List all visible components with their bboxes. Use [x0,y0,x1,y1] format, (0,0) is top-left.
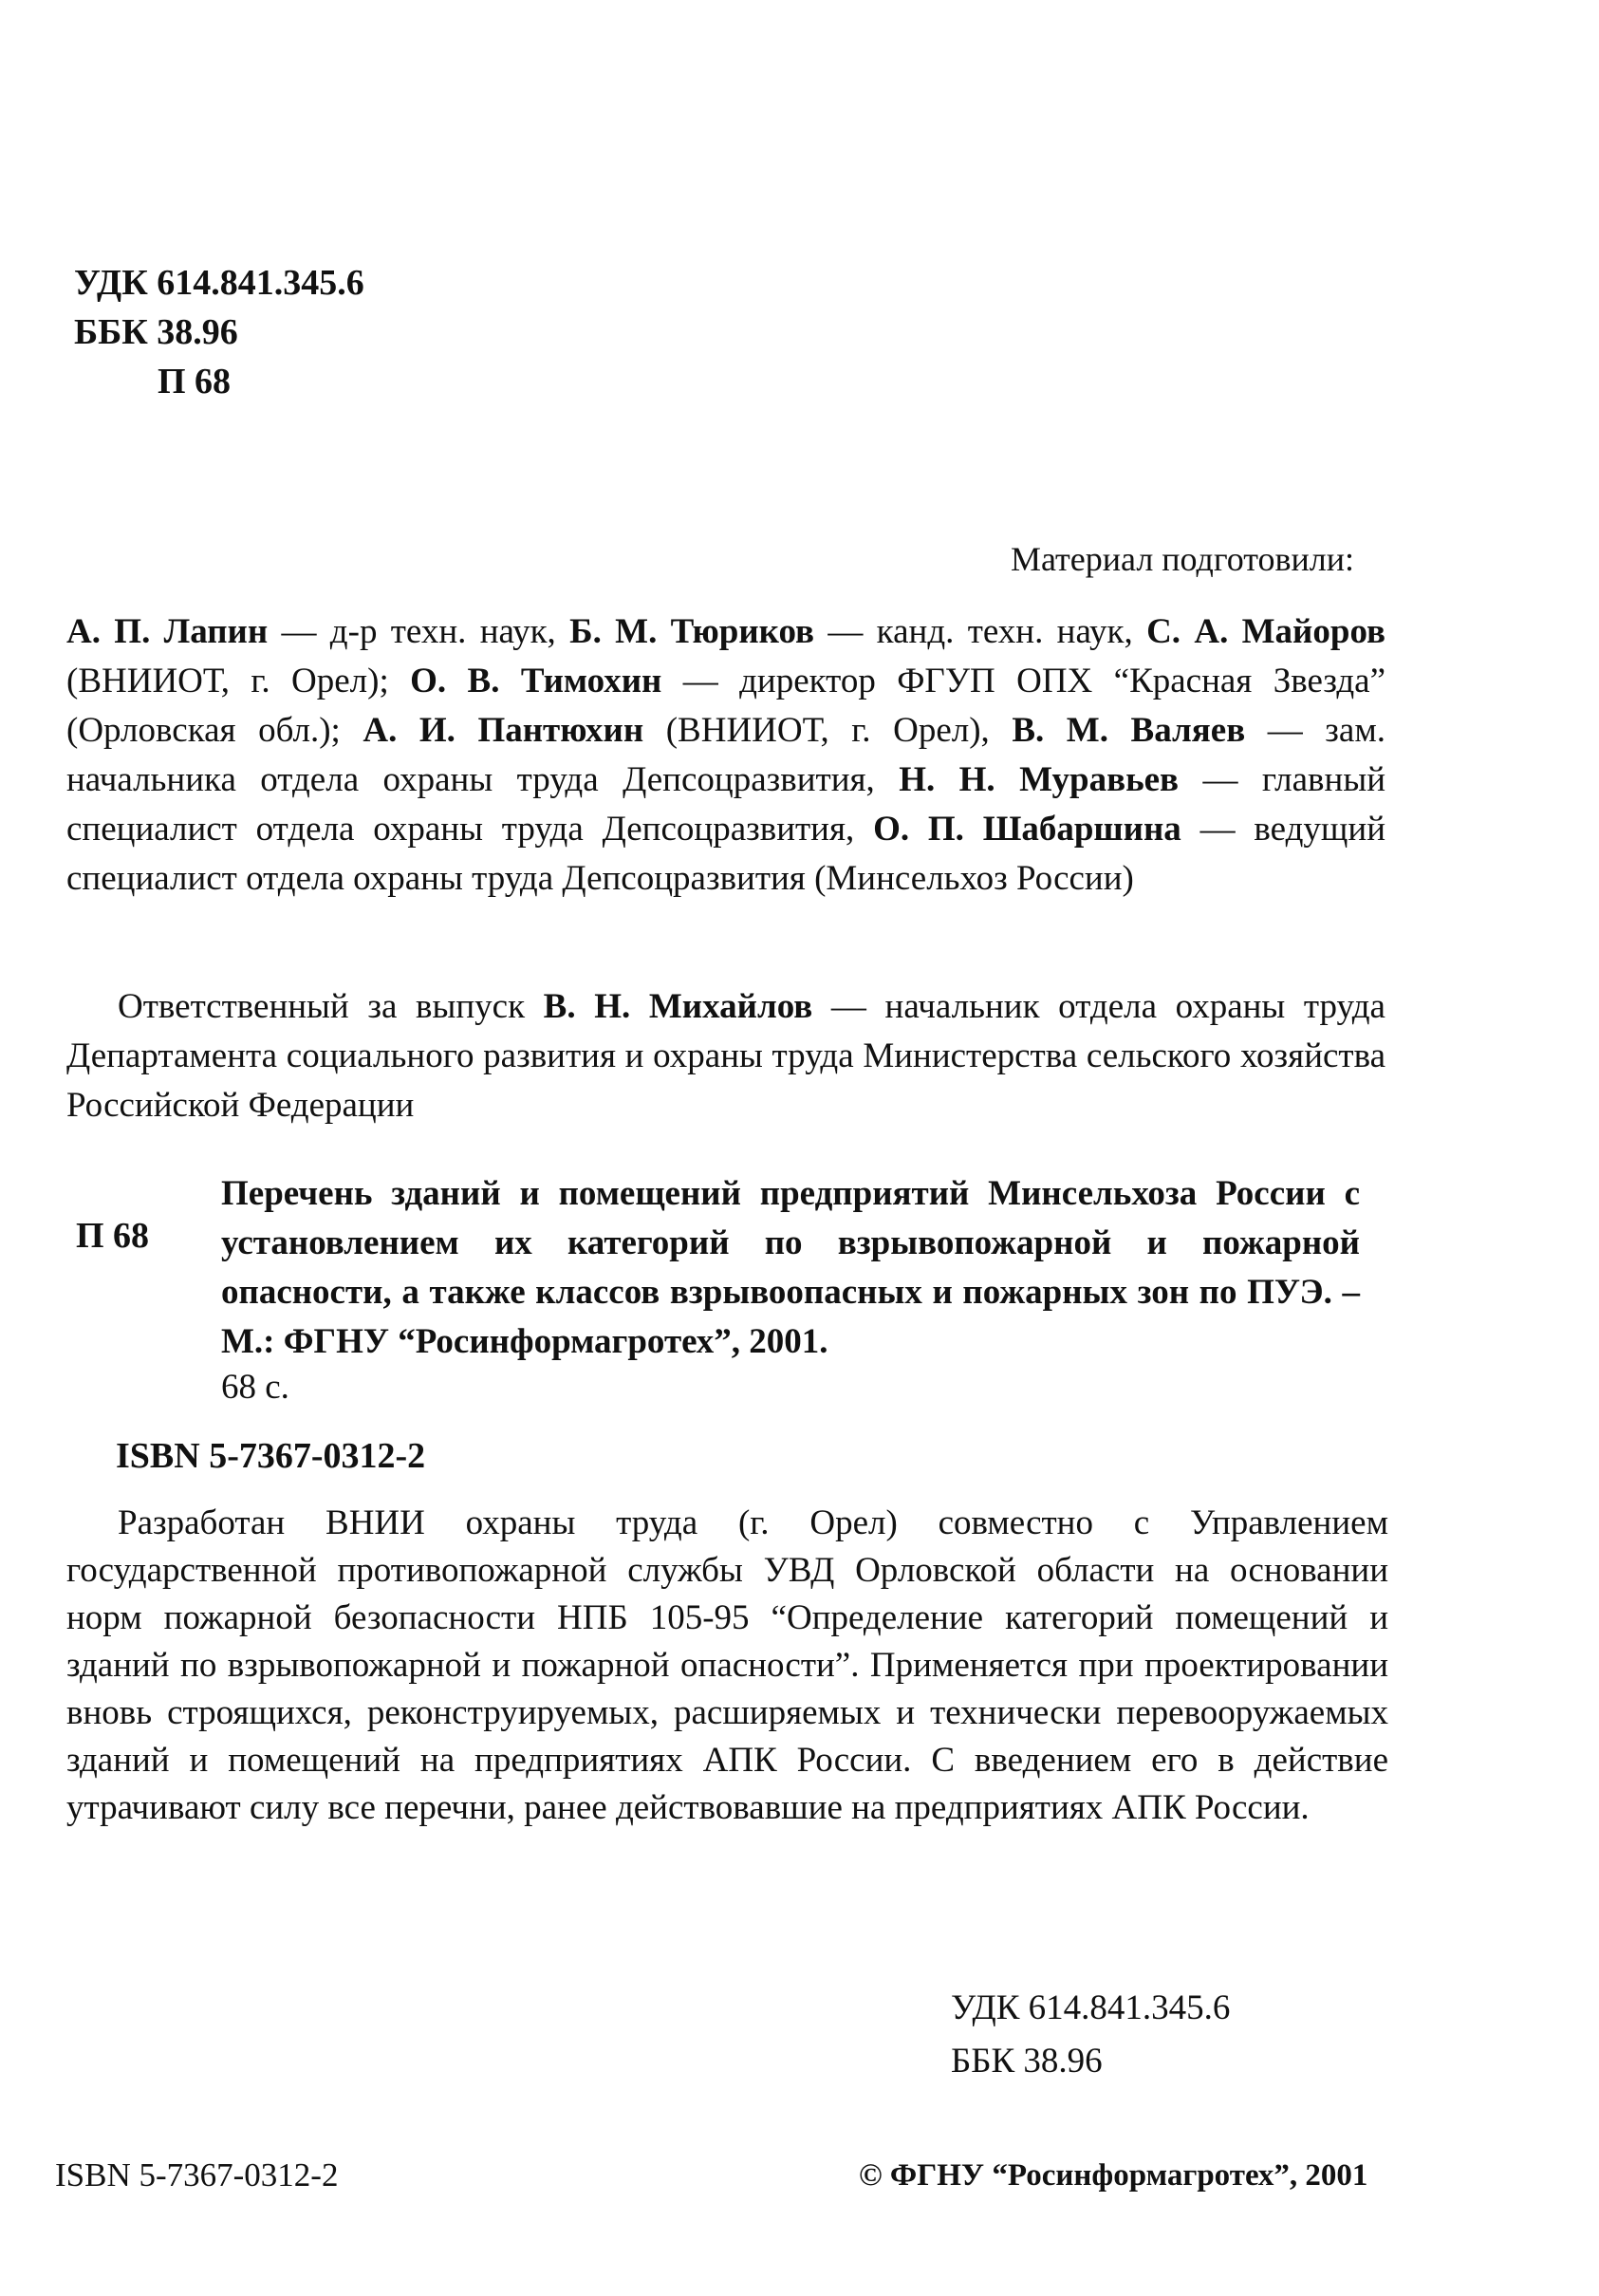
bottom-classification-codes [951,1982,1230,2088]
abstract-paragraph: Разработан ВНИИ охраны труда (г. Орел) совместно с Управлением государственной противопожарной службы УВД Орловской области на основании норм пожарной безопасности НПБ 105-95 “Определение категорий помещений и зданий по взрывопожарной и пожарной опасности”. Применяется при проектировании вновь строящихся, реконструируемых, расширяемых и технически перевооружаемых зданий и помещений на предприятиях АПК России. С введением его в действие утрачивают силу все перечни, ранее действовавшие на предприятиях АПК России. [66,1503,1388,1827]
contributor-desc: — директор ФГУП ОПХ “Красная Звезда” (Орловская обл.); [66,662,1385,750]
contributor-name: В. М. Валяев [1012,711,1246,750]
catalog-author-mark: П 68 [76,1216,150,1256]
contributor-name: О. В. Тимохин [410,662,662,700]
responsible-name: В. Н. Михайлов [543,987,813,1026]
contributor-name: О. П. Шабаршина [873,810,1181,849]
contributor-name: А. П. Лапин [66,612,269,651]
contributor-desc: (ВНИИОТ, г. Орел), [643,711,1013,750]
catalog-pages: 68 с. [221,1368,289,1407]
contributor-desc: — зам. начальника отдела охраны труда Депсоцразвития, [66,711,1385,799]
contributor-name: Б. М. Тюриков [569,612,815,651]
contributor-name: С. А. Майоров [1146,612,1386,651]
contributor-desc: (ВНИИОТ, г. Орел); [66,662,411,700]
bbk-code: ББК 38.96 [951,2042,1103,2081]
prepared-heading: Материал подготовили: [1011,540,1354,578]
responsible-paragraph: Ответственный за выпуск В. Н. Михайлов — начальник отдела охраны труда Департамента социального развития и охраны труда Министерства сельского хозяйства Российской Федерации [66,987,1385,1125]
udk-code: УДК 614.841.345.6 [74,263,364,303]
contributor-desc: — главный специалист отдела охраны труда Депсоцразвития, [66,760,1385,849]
contributor-desc: — канд. техн. наук, [814,612,1147,651]
contributors-paragraph [66,607,1385,904]
contributor-desc: — д-р техн. наук, [268,612,570,651]
udk-code: УДК 614.841.345.6 [951,1988,1231,2027]
contributor-name: А. И. Пантюхин [363,711,644,750]
contributor-name: Н. Н. Муравьев [899,760,1180,799]
catalog-entry: Перечень зданий и помещений предприятий Минсельхоза России с установлением их категорий по взрывопожарной и пожарной опасности, а также классов взрывоопасных и пожарных зон по ПУЭ. – М.: ФГНУ “Росинформагротех”, 2001. [221,1174,1360,1361]
footer-isbn: ISBN 5-7367-0312-2 [55,2156,339,2193]
author-mark: П 68 [158,362,232,401]
bbk-code: ББК 38.96 [74,312,238,352]
contributor-desc: — ведущий специалист отдела охраны труда Депсоцразвития (Минсельхоз России) [66,810,1385,898]
classification-codes [74,258,364,406]
copyright: © ФГНУ “Росинформагротех”, 2001 [859,2158,1368,2193]
isbn: ISBN 5-7367-0312-2 [116,1436,426,1476]
